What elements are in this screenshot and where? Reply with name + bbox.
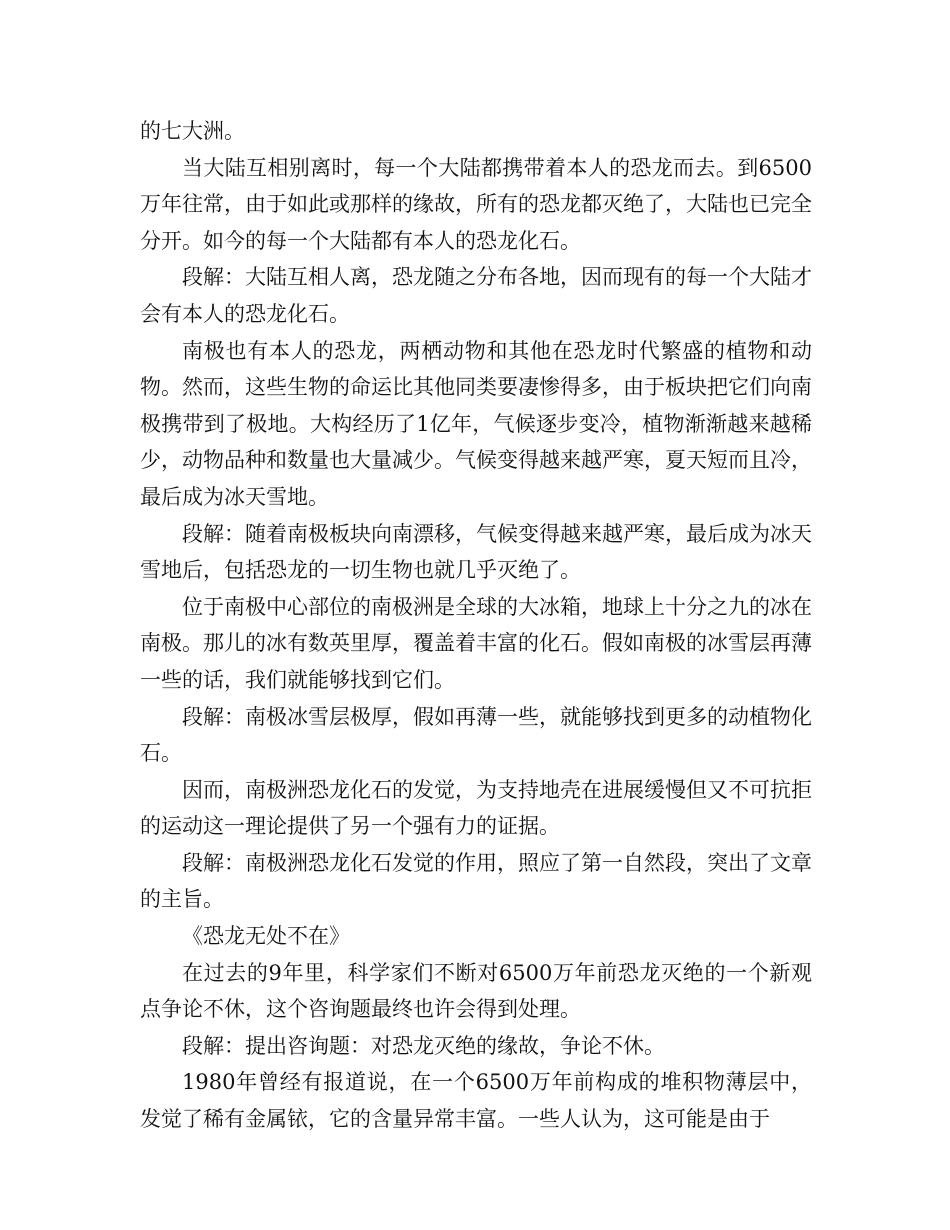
paragraph: 的七大洲。 (140, 119, 245, 143)
document-page (140, 113, 812, 1138)
paragraph: 1980年曾经有报道说，在一个6500万年前构成的堆积物薄层中，发觉了稀有金属铱，它的含量异常丰富。一些人认为，这可能是由于 (140, 1070, 812, 1132)
paragraph: 段解：提出咨询题：对恐龙灭绝的缘故，争论不休。 (182, 1033, 665, 1058)
paragraph: 当大陆互相别离时，每一个大陆都携带着本人的恐龙而去。到6500万年往常，由于如此或那样的缘故，所有的恐龙都灭绝了，大陆也已完全分开。如今的每一个大陆都有本人的恐龙化石。 (140, 155, 812, 253)
section-title: 《恐龙无处不在》 (182, 924, 350, 949)
paragraph: 在过去的9年里，科学家们不断对6500万年前恐龙灭绝的一个新观点争论不休，这个咨询题最终也许会得到处理。 (140, 960, 812, 1022)
paragraph: 位于南极中心部位的南极洲是全球的大冰箱，地球上十分之九的冰在南极。那儿的冰有数英里厚，覆盖着丰富的化石。假如南极的冰雪层再薄一些的话，我们就能够找到它们。 (140, 594, 812, 692)
paragraph: 段解：随着南极板块向南漂移，气候变得越来越严寒，最后成为冰天雪地后，包括恐龙的一切生物也就几乎灭绝了。 (140, 521, 812, 583)
paragraph: 段解：南极冰雪层极厚，假如再薄一些，就能够找到更多的动植物化石。 (140, 704, 812, 766)
paragraph: 段解：大陆互相人离，恐龙随之分布各地，因而现有的每一个大陆才会有本人的恐龙化石。 (140, 265, 812, 326)
paragraph: 南极也有本人的恐龙，两栖动物和其他在恐龙时代繁盛的植物和动物。然而，这些生物的命运比其他同类要凄惨得多，由于板块把它们向南极携带到了极地。大构经历了1亿年，气候逐步变冷，植物渐渐越来越稀少，动物品种和数量也大量减少。气候变得越来越严寒，夏天短而且冷，最后成为冰天雪地。 (140, 338, 812, 509)
paragraph: 因而，南极洲恐龙化石的发觉，为支持地壳在进展缓慢但又不可抗拒的运动这一理论提供了另一个强有力的证据。 (140, 777, 812, 839)
paragraph: 段解：南极洲恐龙化石发觉的作用，照应了第一自然段，突出了文章的主旨。 (140, 850, 812, 912)
